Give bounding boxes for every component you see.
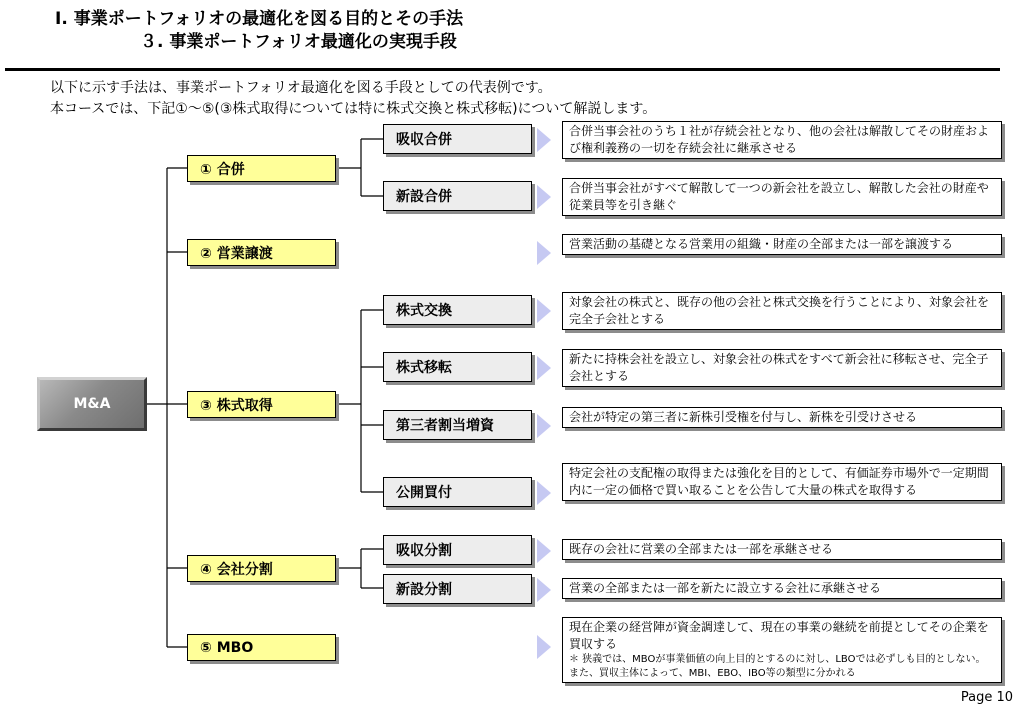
description-share-transfer: 新たに持株会社を設立し、対象会社の株式をすべて新会社に移転させ、完全子会社とする [562, 349, 1002, 387]
sub-label: 新設分割 [396, 582, 452, 598]
arrow-right-icon [537, 481, 551, 505]
sub-incorporation-split [383, 574, 532, 604]
description-absorption-split: 既存の会社に営業の全部または一部を承継させる [562, 539, 1002, 560]
sub-share-transfer [383, 352, 532, 382]
page-title: Ⅰ. 事業ポートフォリオの最適化を図る目的とその手法 [55, 9, 464, 29]
sub-tender-offer [383, 477, 532, 507]
sub-label: 吸収合併 [396, 132, 452, 148]
arrow-right-icon [537, 128, 551, 152]
page-subtitle: ３. 事業ポートフォリオ最適化の実現手段 [140, 32, 457, 52]
sub-label: 吸収分割 [396, 543, 452, 559]
category-label: ① 合併 [200, 161, 245, 178]
category-stock-acquisition [187, 391, 336, 418]
description-mbo-text: 現在企業の経営陣が資金調達して、現在の事業の継続を前提としてその企業を買収する [569, 620, 989, 651]
sub-label: 株式移転 [396, 360, 452, 376]
description-mbo-note: ＊ 狭義では、MBOが事業価値の向上目的とするのに対し、LBOでは必ずしも目的としない。また、買収主体によって、MBI、EBO、IBO等の類型に分かれる [569, 654, 986, 679]
arrow-right-icon [537, 635, 551, 659]
arrow-right-icon [537, 241, 551, 265]
category-mbo [187, 634, 336, 661]
intro-line-2: 本コースでは、下記①～⑤(③株式取得については特に株式交換と株式移転)について解説します。 [50, 101, 657, 117]
category-label: ③ 株式取得 [200, 397, 273, 414]
sub-third-party-allotment [383, 410, 532, 440]
arrow-right-icon [537, 578, 551, 602]
sub-absorption-split [383, 535, 532, 565]
description-consolidation-merger: 合併当事会社がすべて解散して一つの新会社を設立し、解散した会社の財産や従業員等を引き継ぐ [562, 178, 1002, 216]
sub-absorption-merger [383, 124, 532, 154]
description-tender-offer: 特定会社の支配権の取得または強化を目的として、有価証券市場外で一定期間内に一定の価格で買い取ることを公告して大量の株式を取得する [562, 463, 1002, 501]
arrow-right-icon [537, 539, 551, 563]
arrow-right-icon [537, 185, 551, 209]
page-number: Page 10 [960, 690, 1013, 705]
description-absorption-merger: 合併当事会社のうち１社が存続会社となり、他の会社は解散してその財産および権利義務の一切を存続会社に継承させる [562, 121, 1002, 159]
root-node-ma [37, 377, 147, 431]
description-share-exchange: 対象会社の株式と、既存の他の会社と株式交換を行うことにより、対象会社を完全子会社とする [562, 292, 1002, 330]
sub-label: 公開買付 [396, 485, 452, 501]
description-business-transfer: 営業活動の基礎となる営業用の組織・財産の全部または一部を譲渡する [562, 234, 1002, 255]
description-third-party-allotment: 会社が特定の第三者に新株引受権を付与し、新株を引受けさせる [562, 407, 1002, 428]
description-mbo [562, 617, 1002, 683]
category-label: ⑤ MBO [200, 639, 254, 656]
sub-label: 第三者割当増資 [396, 418, 494, 434]
category-business-transfer [187, 239, 336, 266]
description-incorporation-split: 営業の全部または一部を新たに設立する会社に承継させる [562, 578, 1002, 599]
category-label: ④ 会社分割 [200, 561, 273, 578]
category-merger [187, 155, 336, 182]
arrow-right-icon [537, 414, 551, 438]
category-label: ② 営業譲渡 [200, 245, 273, 262]
arrow-right-icon [537, 299, 551, 323]
sub-label: 株式交換 [396, 303, 452, 319]
sub-label: 新設合併 [396, 189, 452, 205]
sub-share-exchange [383, 295, 532, 325]
intro-line-1: 以下に示す手法は、事業ポートフォリオ最適化を図る手段としての代表例です。 [50, 80, 552, 96]
root-label: M&A [73, 396, 111, 412]
arrow-right-icon [537, 356, 551, 380]
sub-consolidation-merger [383, 181, 532, 211]
category-company-split [187, 555, 336, 582]
